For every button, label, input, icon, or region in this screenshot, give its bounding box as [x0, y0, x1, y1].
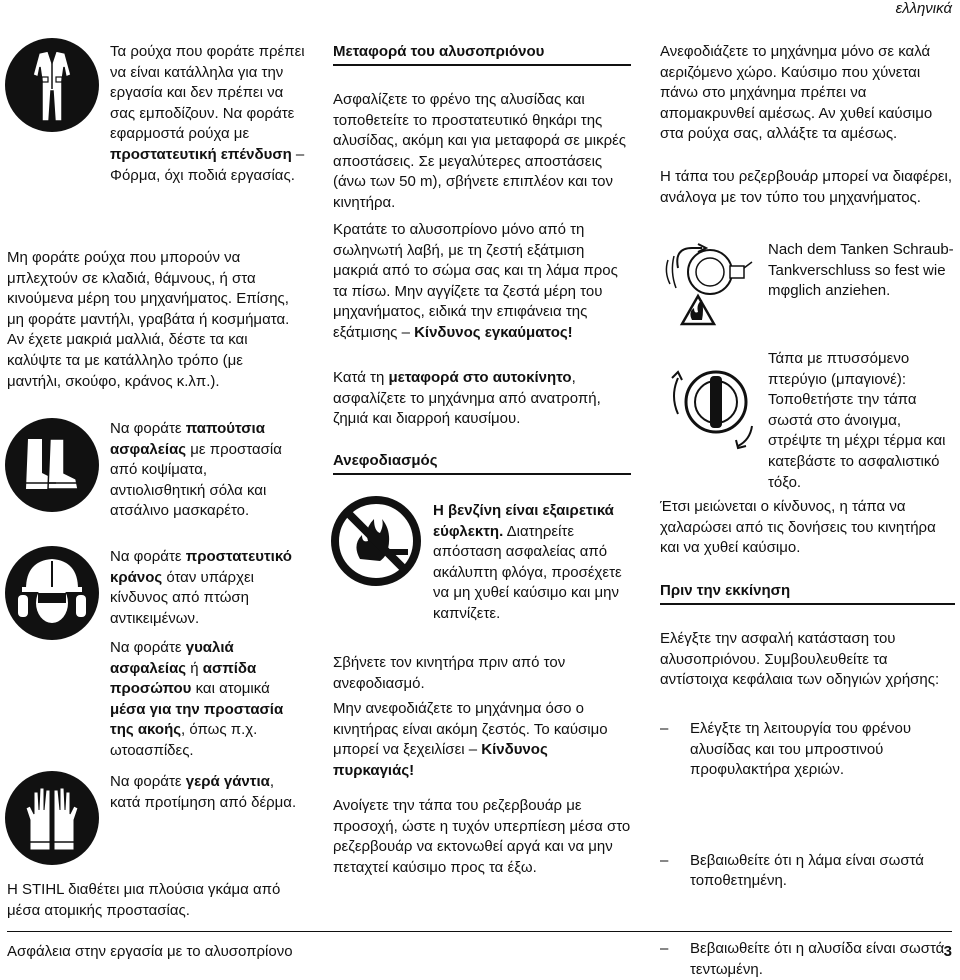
- glasses-mid-2: και ατομικά: [191, 680, 270, 698]
- bullet-item-chain-tension: [660, 939, 955, 980]
- bullet-dash: –: [660, 720, 669, 737]
- helmet-pre: Να φοράτε: [110, 548, 186, 565]
- safety-boots-icon: [4, 417, 100, 513]
- bullet-text: Ελέγξτε τη λειτουργία του φρένου αλυσίδας και του μπροστινού προφυλακτήρα χεριών.: [690, 720, 912, 779]
- helmet-post: όταν υπάρχει κίνδυνος από πτώση αντικειμένων.: [110, 568, 254, 627]
- transport-heading: Μεταφορά του αλυσοπριόνου: [333, 43, 545, 60]
- fuel-warning-text: Διατηρείτε απόσταση ασφαλείας από ακάλυπτη φλόγα, προσέχετε να μη χυθεί καύσιμο και μην καπνίζετε.: [433, 522, 622, 622]
- fuel-cap-varies-paragraph: Η τάπα του ρεζερβουάρ μπορεί να διαφέρει, ανάλογα με τον τύπο του μηχανήματος.: [660, 168, 953, 206]
- ventilation-paragraph: Ανεφοδιάζετε το μηχάνημα μόνο σε καλά αεριζόμενο χώρο. Καύσιμο που χύνεται πάνω στο μηχάνημα πρέπει να απομακρυνθεί αμέσως. Αν χυθεί καύσιμο στα ρούχα σας, αλλάξτε τα αμέσως.: [660, 43, 933, 143]
- refuel-heading: Ανεφοδιασμός: [333, 452, 438, 469]
- clothing-bold: προστατευτική επένδυση: [110, 145, 292, 163]
- footer-title: Ασφάλεια στην εργασία με το αλυσοπρίονο: [7, 943, 293, 960]
- transport-heading-rule: [333, 64, 631, 66]
- refuel-heading-rule: [333, 473, 631, 475]
- check-paragraph: Ελέγξτε την ασφαλή κατάσταση του αλυσοπριόνου. Συμβουλευθείτε τα αντίστοιχα κεφάλαια των οδηγιών χρήσης:: [660, 630, 940, 689]
- boots-bold: παπούτσια ασφαλείας: [110, 420, 265, 458]
- bullet-text: Βεβαιωθείτε ότι η λάμα είναι σωστά τοποθετημένη.: [690, 851, 924, 890]
- clothing-paragraph: [110, 42, 305, 186]
- bullet-dash: –: [660, 851, 669, 869]
- bayonet-cap-text: Τάπα με πτυσσόμενο πτερύγιο (μπαγιονέ): Τοποθετήστε την τάπα σωστά στο άνοιγμα, στρέψτε τη μέχρι τέρμα και κατεβάστε το ασφαλιστικό τόξο.: [768, 350, 946, 491]
- burn-hazard-text: Κίνδυνος εγκαύματος!: [414, 323, 573, 341]
- transport-paragraph-3: [333, 368, 633, 430]
- glasses-bold-3: μέσα για την προστασία της ακοής: [110, 700, 284, 739]
- glasses-post: , όπως π.χ. ωτοασπίδες.: [110, 721, 258, 759]
- glasses-bold-2: ασπίδα προσώπου: [110, 659, 257, 698]
- page-number: 3: [943, 943, 952, 960]
- glasses-paragraph: [110, 638, 305, 762]
- before-start-heading-rule: [660, 603, 955, 605]
- gloves-icon: [4, 770, 100, 866]
- glasses-bold-1: γυαλιά ασφαλείας: [110, 639, 234, 677]
- bayonet-cap-icon: [664, 356, 760, 456]
- gloves-post: , κατά προτίμηση από δέρμα.: [110, 773, 297, 811]
- transport-paragraph-1: Ασφαλίζετε το φρένο της αλυσίδας και τοποθετείτε το προστατευτικό θηκάρι της αλυσίδας, ακόμη και για μεταφορά σε μικρές αποστάσεις. Σε μεγαλύτερες αποστάσεις (άνω των 50 m), σβήνετε επιπλέον και τον κινητήρα.: [333, 91, 627, 211]
- bullet-dash: –: [660, 939, 669, 957]
- gloves-bold: γερά γάντια: [185, 773, 270, 790]
- vibration-paragraph: Έτσι μειώνεται ο κίνδυνος, η τάπα να χαλαρώσει από τις δονήσεις του κινητήρα και να χυθεί καύσιμο.: [660, 498, 936, 557]
- transport-paragraph-2: [333, 220, 633, 344]
- footer-rule: [7, 931, 952, 932]
- fuel-flammable-bold: Η βενζίνη είναι εξαιρετικά εύφλεκτη.: [433, 502, 614, 540]
- transport-p2-text: Κρατάτε το αλυσοπρίονο μόνο από τη σωληνωτή λαβή, με τη ζεστή εξάτμιση μακριά από το σώμα σας και τη λάμα προς τα πίσω. Μην αγγίζετε τα ζεστά μέρη του μηχανήματος, ειδικά την επιφάνεια της εξάτμισης –: [333, 221, 618, 341]
- fire-hazard-text: Κίνδυνος πυρκαγιάς!: [333, 741, 548, 779]
- helmet-ear-protection-icon: [4, 545, 100, 641]
- fuel-warning-paragraph: [433, 501, 633, 625]
- language-label: ελληνικά: [895, 0, 952, 17]
- transport-p3-post: , ασφαλίζετε το μηχάνημα από ανατροπή, ζημιά και διαρροή καυσίμου.: [333, 369, 601, 428]
- refuel-paragraph-2: [333, 699, 633, 781]
- no-fire-smoking-icon: [330, 495, 422, 587]
- bullet-item-bar: [660, 851, 955, 892]
- boots-paragraph: [110, 419, 305, 522]
- bullet-text: Βεβαιωθείτε ότι η αλυσίδα είναι σωστά τεντωμένη.: [690, 939, 945, 978]
- refuel-p2-text: Μην ανεφοδιάζετε το μηχάνημα όσο ο κινητήρας είναι ακόμη ζεστός. Το καύσιμο μπορεί να ξεχειλίσει –: [333, 700, 608, 759]
- boots-pre: Να φοράτε: [110, 420, 186, 437]
- boots-post: με προστασία από κοψίματα, αντιολισθητική σόλα και ατσάλινο μασκαρέτο.: [110, 440, 282, 520]
- bullet-item-chain-brake: [660, 719, 955, 781]
- fuel-cap-tighten-icon: [660, 238, 760, 338]
- glasses-pre: Να φοράτε: [110, 639, 186, 656]
- protective-clothing-icon: [4, 37, 100, 133]
- glasses-mid-1: ή: [186, 659, 203, 677]
- gloves-paragraph: [110, 772, 305, 813]
- clothing-text-end: – Φόρμα, όχι ποδιά εργασίας.: [110, 145, 305, 184]
- transport-p3-bold: μεταφορά στο αυτοκίνητο: [388, 369, 572, 386]
- stihl-paragraph: Η STIHL διαθέτει μια πλούσια γκάμα από μέσα ατομικής προστασίας.: [7, 881, 281, 919]
- clothing-paragraph-2: Μη φοράτε ρούχα που μπορούν να μπλεχτούν σε κλαδιά, θάμνους, ή στα κινούμενα μέρη του μηχανήματος. Επίσης, μη φοράτε μαντήλι, γραβάτα ή κοσμήματα. Αν έχετε μακριά μαλλιά, δέστε τα και καλύψτε τα με κατάλληλο τρόπο (με μαντήλι, σκούφο, κράνος κ.λπ.).: [7, 249, 290, 390]
- transport-p3-pre: Κατά τη: [333, 369, 389, 386]
- german-note: Nach dem Tanken Schraub-Tankverschluss so fest wie mφglich anziehen.: [768, 241, 954, 300]
- before-start-heading: Πριν την εκκίνηση: [660, 582, 791, 599]
- clothing-text: Τα ρούχα που φοράτε πρέπει να είναι κατάλληλα για την εργασία και δεν πρέπει να σας εμποδίζουν. Να φοράτε εφαρμοστά ρούχα με: [110, 43, 305, 143]
- gloves-pre: Να φοράτε: [110, 773, 186, 790]
- refuel-paragraph-3: Ανοίγετε την τάπα του ρεζερβουάρ με προσοχή, ώστε η τυχόν υπερπίεση μέσα στο ρεζερβουάρ να εκτονωθεί αργά και να μην πεταχτεί καύσιμο προς τα έξω.: [333, 797, 631, 876]
- refuel-paragraph-1: Σβήνετε τον κινητήρα πριν από τον ανεφοδιασμό.: [333, 654, 566, 692]
- helmet-paragraph: [110, 547, 305, 629]
- helmet-bold: προστατευτικό κράνος: [110, 548, 292, 586]
